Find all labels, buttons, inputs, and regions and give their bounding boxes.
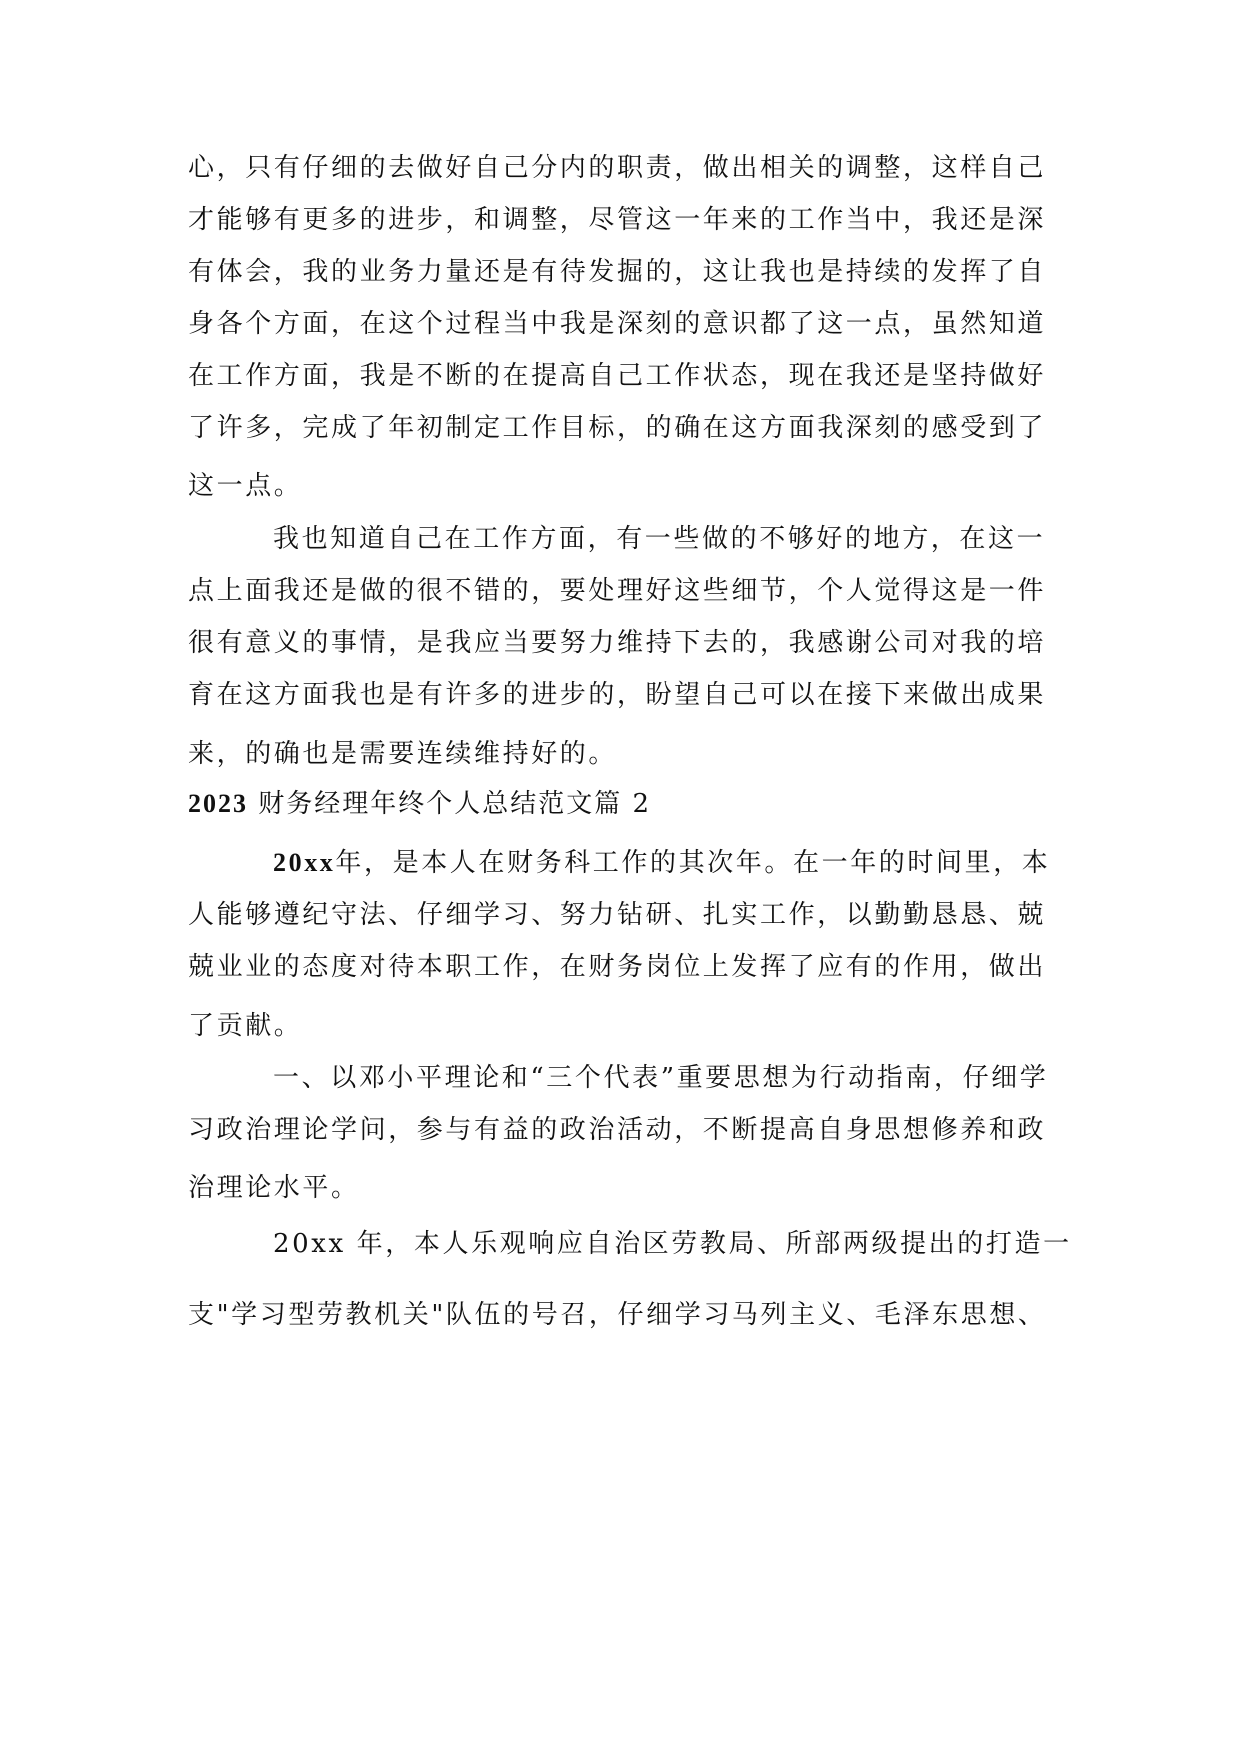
paragraph-3-first: 年，是本人在财务科工作的其次年。在一年的时间里，本 [335,848,1051,878]
paragraph-4-line-2: 习政治理论学问，参与有益的政治活动，不断提高自身思想修养和政 [188,1115,1047,1145]
heading-text: 财务经理年终个人总结范文篇 2 [258,789,652,819]
paragraph-1-line-5: 在工作方面，我是不断的在提高自己工作状态，现在我还是坚持做好 [188,361,1047,391]
paragraph-4-line-3: 治理论水平。 [188,1173,360,1203]
paragraph-1-line-6: 了许多，完成了年初制定工作目标，的确在这方面我深刻的感受到了 [188,413,1047,443]
paragraph-3-lead: 20xx [273,848,336,877]
paragraph-4-line-1: 一、以邓小平理论和“三个代表”重要思想为行动指南，仔细学 [273,1063,1049,1093]
paragraph-1-line-7: 这一点。 [188,471,303,501]
paragraph-1-line-1: 心，只有仔细的去做好自己分内的职责，做出相关的调整，这样自己 [188,153,1047,183]
paragraph-3-line-4: 了贡献。 [188,1011,303,1041]
paragraph-5-line-1: 20xx 年，本人乐观响应自治区劳教局、所部两级提出的打造一 [273,1229,1072,1259]
heading-year: 2023 [188,789,248,818]
paragraph-1-line-2: 才能够有更多的进步，和调整，尽管这一年来的工作当中，我还是深 [188,205,1047,235]
paragraph-1-line-3: 有体会，我的业务力量还是有待发掘的，这让我也是持续的发挥了自 [188,257,1047,287]
paragraph-3-line-1 [273,845,1050,881]
paragraph-2-line-5: 来，的确也是需要连续维持好的。 [188,739,618,769]
paragraph-1-line-4: 身各个方面，在这个过程当中我是深刻的意识都了这一点，虽然知道 [188,309,1047,339]
paragraph-2-line-2: 点上面我还是做的很不错的，要处理好这些细节，个人觉得这是一件 [188,576,1047,606]
paragraph-2-line-1: 我也知道自己在工作方面，有一些做的不够好的地方，在这一 [273,524,1046,554]
paragraph-3-line-3: 兢业业的态度对待本职工作，在财务岗位上发挥了应有的作用，做出 [188,952,1047,982]
paragraph-5-line-2: 支"学习型劳教机关"队伍的号召，仔细学习马列主义、毛泽东思想、 [188,1300,1047,1330]
paragraph-2-line-4: 育在这方面我也是有许多的进步的，盼望自己可以在接下来做出成果 [188,680,1047,710]
paragraph-3-line-2: 人能够遵纪守法、仔细学习、努力钻研、扎实工作，以勤勤恳恳、兢 [188,900,1047,930]
section-heading [188,786,651,822]
paragraph-2-line-3: 很有意义的事情，是我应当要努力维持下去的，我感谢公司对我的培 [188,628,1047,658]
